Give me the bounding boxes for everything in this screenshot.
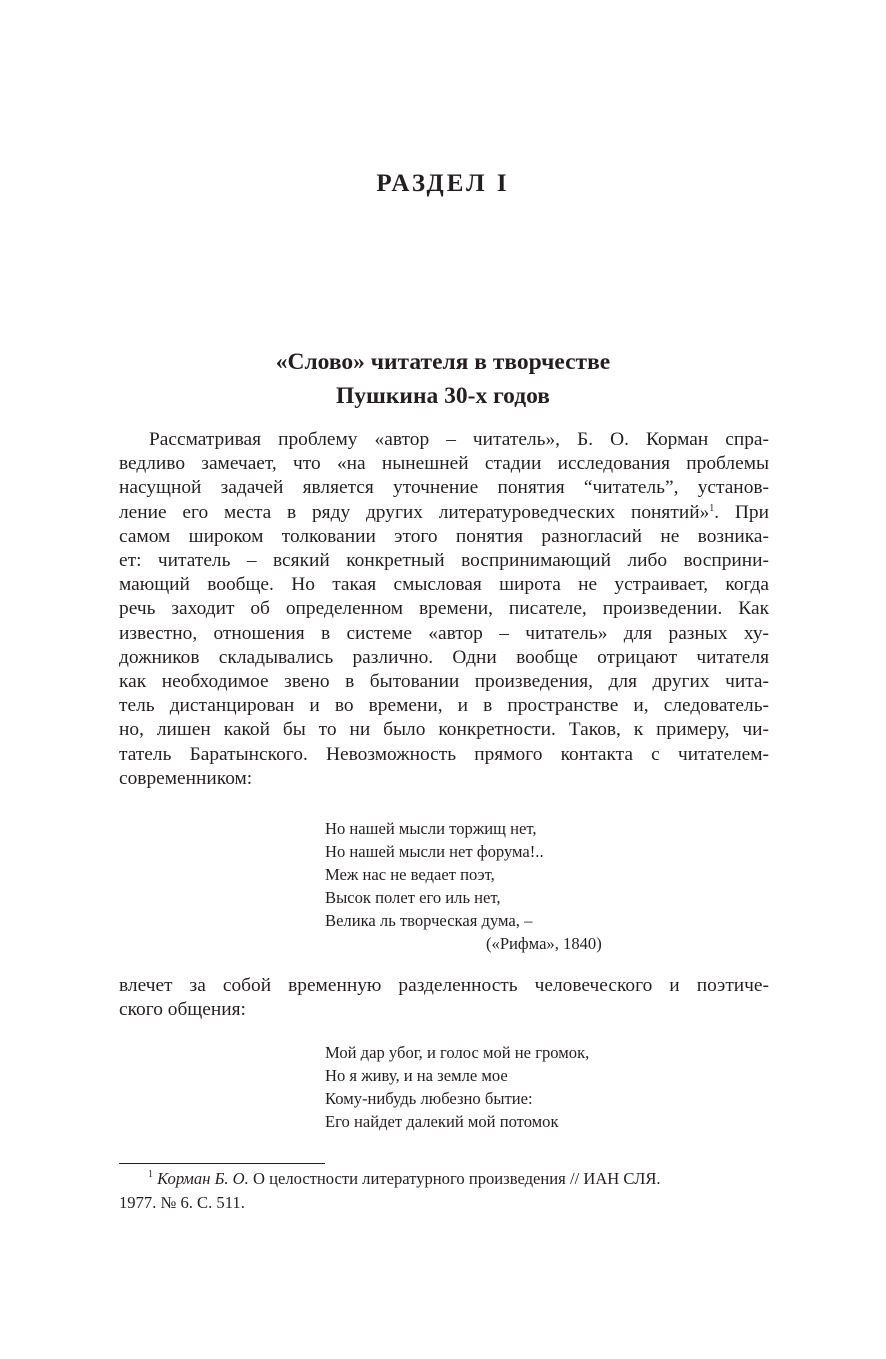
chapter-title [0,345,886,413]
text-line: но, лишен какой бы то ни было конкретности. Таков, к примеру, чи- [119,719,769,741]
poem-quote [325,817,602,956]
poem-line: Но я живу, и на земле мое [325,1066,508,1086]
body-paragraph [119,974,769,1022]
chapter-title-line: «Слово» читателя в творчестве [275,349,611,375]
text-line: дожников складывались различно. Одни вообще отрицают читателя [119,646,769,668]
text-line: современником: [119,767,253,789]
text-line: Рассматривая проблему «автор – читатель», Б. О. Корман спра- [149,429,769,450]
footnote-author: Корман Б. О. [157,1169,249,1188]
poem-quote [325,1041,589,1133]
section-heading: РАЗДЕЛ I [376,170,510,197]
footnote-line [119,1167,769,1191]
text-line: насущной задачей является уточнение понятия “читатель”, установ- [119,477,769,499]
text-line: тель дистанцирован и во времени, и в пространстве и, следователь- [119,695,769,717]
footnote-divider [119,1163,325,1164]
text-line: влечет за собой временную разделенность человеческого и поэтиче- [119,975,769,996]
poem-line: Его найдет далекий мой потомок [325,1112,559,1132]
text-line: речь заходит об определенном времени, писателе, произведении. Как [119,598,769,620]
text-line-part: ление его места в ряду других литературоведческих понятий» [119,501,710,523]
body-paragraph [119,428,769,791]
poem-line: Но нашей мысли нет форума!.. [325,842,544,862]
text-line: ского общения: [119,999,246,1021]
poem-line: Высок полет его иль нет, [325,888,501,908]
footnote [119,1167,769,1214]
text-line: татель Баратынского. Невозможность прямого контакта с читателем- [119,743,769,765]
footnote-number: 1 [148,1169,153,1180]
poem-source: («Рифма», 1840) [486,934,602,954]
poem-line: Меж нас не ведает поэт, [325,865,495,885]
poem-line: Но нашей мысли торжищ нет, [325,819,537,838]
poem-line: Велика ль творческая дума, – [325,911,533,931]
footnote-text: О целостности литературного произведения // ИАН СЛЯ. [248,1169,661,1188]
poem-line: Мой дар убог, и голос мой не громок, [325,1043,590,1062]
poem-line: Кому-нибудь любезно бытие: [325,1089,533,1109]
chapter-title-line: Пушкина 30-х годов [336,383,550,409]
text-line: самом широком толковании этого понятия разногласий не возника- [119,525,769,547]
text-line-part: . При [714,501,769,523]
text-line: известно, отношения в системе «автор – читатель» для разных ху- [119,622,769,644]
text-line: ведливо замечает, что «на нынешней стадии исследования проблемы [119,453,769,475]
footnote-line: 1977. № 6. С. 511. [119,1192,245,1212]
text-line: ет: читатель – всякий конкретный воспринимающий либо восприни- [119,550,769,572]
footnote-reference[interactable]: 1 [709,502,715,514]
text-line: как необходимое звено в бытовании произведения, для других чита- [119,671,769,693]
text-line [119,501,769,525]
text-line: мающий вообще. Но такая смысловая широта не устраивает, когда [119,574,769,596]
